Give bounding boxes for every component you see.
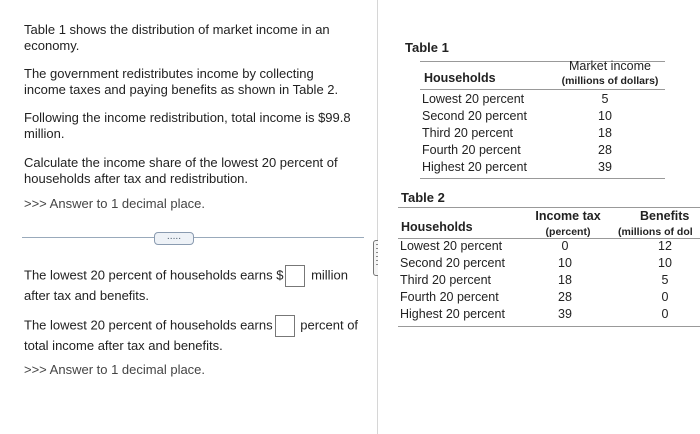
question-total-income: Following the income redistribution, total income is $99.8 million.: [24, 110, 351, 141]
table1-row-label: Third 20 percent: [422, 126, 514, 140]
question-intro: Table 1 shows the distribution of market income in an economy.: [24, 22, 330, 53]
table1-row-value: 18: [598, 126, 612, 140]
table1-row-value: 39: [598, 160, 612, 174]
table2-row-label: Second 20 percent: [400, 256, 505, 270]
table1-header-income: Market income: [569, 59, 651, 73]
table2-row-label: Highest 20 percent: [400, 307, 505, 321]
table2-header-tax: Income tax: [535, 209, 601, 223]
table2-header-tax-unit: (percent): [545, 226, 591, 238]
table2-row-tax: 0: [561, 239, 569, 253]
table2-title: Table 2: [401, 190, 445, 205]
table2-row-tax: 10: [558, 256, 572, 270]
answer-1-suffix: million: [311, 267, 348, 283]
table1-header-households: Households: [424, 71, 496, 85]
table1-row-value: 28: [598, 143, 612, 157]
table2-row-label: Lowest 20 percent: [400, 239, 503, 253]
table2-header-benefits: Benefits: [640, 209, 690, 223]
table2-header-households: Households: [401, 220, 473, 234]
answer-1-line2: after tax and benefits.: [24, 288, 150, 303]
table2-row-tax: 18: [558, 273, 572, 287]
table1-row-label: Second 20 percent: [422, 109, 527, 123]
table2-top-rule: [398, 207, 700, 208]
answer-1: [24, 265, 364, 305]
answer-1-input[interactable]: [285, 265, 305, 287]
table1-title: Table 1: [405, 40, 449, 55]
question-hint: >>> Answer to 1 decimal place.: [24, 196, 206, 211]
table1-row-label: Lowest 20 percent: [422, 92, 525, 106]
table1-row-label: Highest 20 percent: [422, 160, 527, 174]
table2-row-benefits: 0: [661, 290, 669, 304]
table2-row-benefits: 10: [658, 256, 672, 270]
answer-2-line2: total income after tax and benefits.: [24, 338, 223, 353]
answer-2-input[interactable]: [275, 315, 295, 337]
table2-row-tax: 39: [558, 307, 572, 321]
question-redistribution: The government redistributes income by collecting income taxes and paying benefits as shown in Table 2.: [24, 66, 339, 97]
answer-hint: >>> Answer to 1 decimal place.: [24, 362, 206, 377]
table1-row-value: 10: [598, 109, 612, 123]
table2-row-label: Fourth 20 percent: [400, 290, 499, 304]
table2-header-benefits-unit: (millions of dol: [618, 226, 693, 238]
table1-row-value: 5: [601, 92, 609, 106]
table2-row-benefits: 12: [658, 239, 672, 253]
table2-row-tax: 28: [558, 290, 572, 304]
table1-header-income-unit: (millions of dollars): [561, 75, 659, 87]
table1-bottom-rule: [420, 178, 665, 179]
table1-row-label: Fourth 20 percent: [422, 143, 521, 157]
answer-1-prefix: The lowest 20 percent of households earns $: [24, 267, 284, 283]
table2-row-benefits: 5: [661, 273, 669, 287]
more-button[interactable]: .....: [154, 232, 194, 245]
answer-2-suffix: percent of: [300, 317, 359, 333]
table2-row-label: Third 20 percent: [400, 273, 492, 287]
answer-2-prefix: The lowest 20 percent of households earns: [24, 317, 273, 333]
table1-header-rule: [420, 89, 665, 90]
table2-bottom-rule: [398, 326, 700, 327]
question-task: Calculate the income share of the lowest 20 percent of households after tax and redistribution.: [24, 155, 338, 186]
answer-2: [24, 315, 364, 355]
table2-row-benefits: 0: [661, 307, 669, 321]
